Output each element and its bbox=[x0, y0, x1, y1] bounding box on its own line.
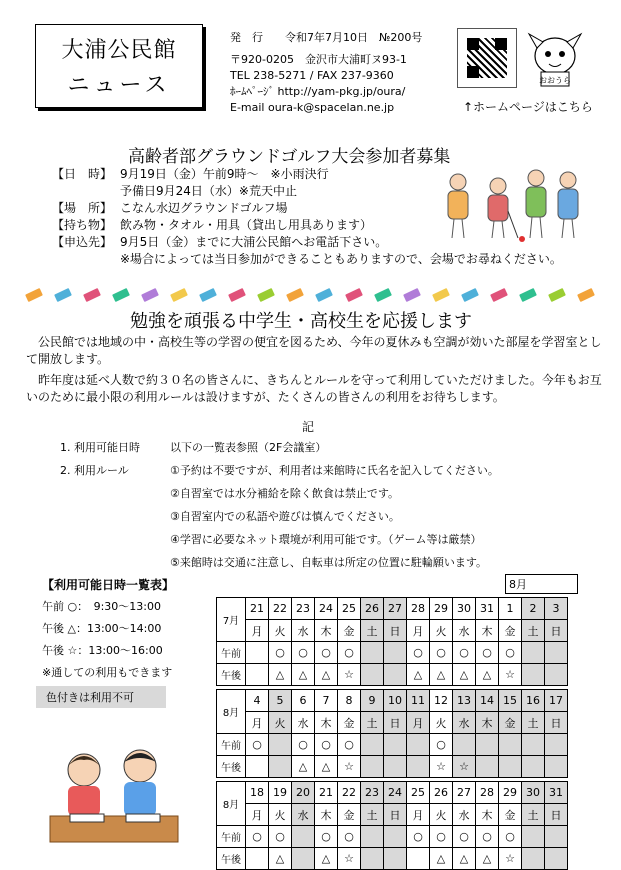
am-slot: ○ bbox=[246, 734, 269, 756]
weekday-cell: 木 bbox=[476, 804, 499, 826]
pm-slot: △ bbox=[453, 848, 476, 870]
event-row-label bbox=[52, 251, 120, 268]
day-cell: 17 bbox=[545, 690, 568, 712]
am-slot bbox=[522, 734, 545, 756]
day-cell: 24 bbox=[384, 782, 407, 804]
am-slot: ○ bbox=[499, 826, 522, 848]
pm-slot: △ bbox=[269, 664, 292, 686]
pencil-icon bbox=[432, 288, 450, 302]
event-row-value: ※場合によっては当日参加ができることもありますので、会場でお尋ねください。 bbox=[120, 252, 562, 266]
am-row bbox=[217, 642, 568, 664]
am-label: 午前 bbox=[217, 826, 246, 848]
weekday-cell: 火 bbox=[269, 712, 292, 734]
pm-slot bbox=[476, 756, 499, 778]
pm-slot: ☆ bbox=[430, 756, 453, 778]
day-cell: 22 bbox=[269, 598, 292, 620]
schedule-legend bbox=[42, 598, 172, 686]
weekday-cell: 月 bbox=[407, 620, 430, 642]
homepage-note: ↑ホームページはこちら bbox=[463, 100, 593, 114]
am-slot: ○ bbox=[338, 826, 361, 848]
weekday-cell: 月 bbox=[407, 712, 430, 734]
day-cell: 4 bbox=[246, 690, 269, 712]
newsletter-subtitle: ニュース bbox=[67, 73, 171, 98]
day-cell: 6 bbox=[292, 690, 315, 712]
weekday-cell: 水 bbox=[292, 712, 315, 734]
am-slot bbox=[453, 734, 476, 756]
unavailable-note: 色付きは利用不可 bbox=[36, 686, 166, 708]
am-label: 午前 bbox=[217, 734, 246, 756]
pm-slot: ☆ bbox=[499, 664, 522, 686]
am-slot bbox=[545, 734, 568, 756]
day-cell: 29 bbox=[499, 782, 522, 804]
pm-label: 午後 bbox=[217, 848, 246, 870]
pencil-icon bbox=[316, 288, 334, 302]
pencil-icon bbox=[403, 288, 421, 302]
event-row-label: 【持ち物】 bbox=[52, 218, 113, 232]
month-label: 8月 bbox=[217, 690, 246, 734]
pm-slot: △ bbox=[430, 664, 453, 686]
weekday-cell: 月 bbox=[246, 712, 269, 734]
pm-slot bbox=[361, 756, 384, 778]
pm-slot: ☆ bbox=[338, 756, 361, 778]
homepage-url[interactable]: ﾎｰﾑﾍﾟｰｼﾞ http://yam-pkg.jp/oura/ bbox=[230, 85, 406, 98]
pencil-icon bbox=[519, 288, 537, 302]
pencil-icon bbox=[228, 288, 246, 302]
day-cell: 11 bbox=[407, 690, 430, 712]
am-slot: ○ bbox=[315, 826, 338, 848]
am-slot bbox=[545, 826, 568, 848]
legend-item: ※通しての利用もできます bbox=[42, 666, 173, 679]
pm-row bbox=[217, 848, 568, 870]
pm-row bbox=[217, 756, 568, 778]
pm-slot: △ bbox=[315, 848, 338, 870]
newsletter-title-box bbox=[35, 24, 203, 108]
am-slot: ○ bbox=[292, 642, 315, 664]
day-cell: 21 bbox=[315, 782, 338, 804]
legend-item: 午前 ○： 9:30～13:00 bbox=[42, 600, 161, 613]
am-slot bbox=[545, 642, 568, 664]
month-label: 7月 bbox=[217, 598, 246, 642]
pm-slot bbox=[246, 848, 269, 870]
pm-slot: △ bbox=[292, 756, 315, 778]
day-cell: 20 bbox=[292, 782, 315, 804]
day-row bbox=[217, 598, 568, 620]
pm-slot bbox=[246, 756, 269, 778]
study-paragraph-1: 公民館では地域の中・高校生等の学習の便宜を図るため、今年の夏休みも空調が効いた部屋を学習室として開放します。 bbox=[26, 335, 602, 366]
pm-slot: ☆ bbox=[338, 848, 361, 870]
rules-label: 2. 利用ルール bbox=[60, 464, 129, 477]
weekday-cell: 土 bbox=[361, 712, 384, 734]
am-slot: ○ bbox=[315, 734, 338, 756]
weekday-cell: 日 bbox=[545, 620, 568, 642]
pm-slot: ☆ bbox=[338, 664, 361, 686]
am-slot: ○ bbox=[476, 826, 499, 848]
pm-label: 午後 bbox=[217, 756, 246, 778]
day-cell: 2 bbox=[522, 598, 545, 620]
pm-slot bbox=[522, 848, 545, 870]
pencil-icon bbox=[577, 288, 595, 302]
am-slot bbox=[361, 642, 384, 664]
weekday-row bbox=[217, 712, 568, 734]
am-slot: ○ bbox=[338, 642, 361, 664]
day-cell: 25 bbox=[407, 782, 430, 804]
am-slot: ○ bbox=[338, 734, 361, 756]
day-cell: 28 bbox=[476, 782, 499, 804]
weekday-cell: 水 bbox=[292, 804, 315, 826]
day-cell: 30 bbox=[522, 782, 545, 804]
weekday-cell: 土 bbox=[361, 804, 384, 826]
day-cell: 19 bbox=[269, 782, 292, 804]
month-label: 8月 bbox=[217, 782, 246, 826]
weekday-cell: 金 bbox=[499, 620, 522, 642]
qr-code-icon[interactable] bbox=[457, 28, 517, 88]
weekday-cell: 日 bbox=[384, 804, 407, 826]
pencil-icon bbox=[461, 288, 479, 302]
weekday-cell: 木 bbox=[315, 620, 338, 642]
weekday-row bbox=[217, 804, 568, 826]
mascot-icon bbox=[525, 26, 585, 94]
weekday-cell: 金 bbox=[338, 620, 361, 642]
weekday-cell: 土 bbox=[522, 712, 545, 734]
availability-calendar bbox=[216, 597, 568, 870]
am-slot bbox=[384, 826, 407, 848]
weekday-cell: 日 bbox=[545, 804, 568, 826]
event-row-value: 9月5日（金）までに大浦公民館へお電話下さい。 bbox=[120, 235, 388, 249]
am-slot: ○ bbox=[476, 642, 499, 664]
weekday-cell: 水 bbox=[453, 620, 476, 642]
event-row bbox=[52, 251, 562, 268]
am-slot bbox=[476, 734, 499, 756]
event-row-label: 【場 所】 bbox=[52, 201, 113, 215]
weekday-row bbox=[217, 620, 568, 642]
day-cell: 25 bbox=[338, 598, 361, 620]
postal-address: 〒920-0205 金沢市大浦町ヌ93-1 bbox=[230, 53, 407, 66]
am-slot: ○ bbox=[453, 826, 476, 848]
pencil-icon bbox=[199, 288, 217, 302]
event-row-value: 飲み物・タオル・用具（貸出し用具あります） bbox=[120, 218, 373, 232]
event-row-value: 9月19日（金）午前9時～ ※小雨決行 bbox=[120, 167, 329, 181]
day-cell: 27 bbox=[453, 782, 476, 804]
pencil-icon bbox=[490, 288, 508, 302]
pm-slot bbox=[361, 664, 384, 686]
pm-slot: ☆ bbox=[453, 756, 476, 778]
pm-slot bbox=[407, 756, 430, 778]
am-slot bbox=[384, 642, 407, 664]
pencil-icon bbox=[286, 288, 304, 302]
am-slot bbox=[499, 734, 522, 756]
am-slot: ○ bbox=[292, 734, 315, 756]
pencil-icon bbox=[548, 288, 566, 302]
weekday-cell: 木 bbox=[476, 620, 499, 642]
am-slot bbox=[292, 826, 315, 848]
weekday-cell: 日 bbox=[384, 712, 407, 734]
weekday-cell: 土 bbox=[522, 804, 545, 826]
weekday-cell: 土 bbox=[361, 620, 384, 642]
rules-list bbox=[170, 462, 499, 577]
issue-info: 発 行 令和7年7月10日 №200号 bbox=[230, 31, 423, 44]
day-row bbox=[217, 690, 568, 712]
pm-slot bbox=[384, 756, 407, 778]
pm-slot: △ bbox=[292, 664, 315, 686]
pm-slot: △ bbox=[453, 664, 476, 686]
weekday-cell: 金 bbox=[499, 712, 522, 734]
am-slot bbox=[522, 642, 545, 664]
pencil-icon bbox=[345, 288, 363, 302]
day-cell: 23 bbox=[361, 782, 384, 804]
am-slot: ○ bbox=[315, 642, 338, 664]
pm-slot: △ bbox=[269, 848, 292, 870]
pencil-icon bbox=[54, 288, 72, 302]
pm-slot bbox=[269, 756, 292, 778]
day-cell: 16 bbox=[522, 690, 545, 712]
pm-slot bbox=[499, 756, 522, 778]
pencil-icon bbox=[141, 288, 159, 302]
pm-slot: △ bbox=[476, 848, 499, 870]
legend-item: 午後 ☆：13:00～16:00 bbox=[42, 644, 163, 657]
am-slot: ○ bbox=[269, 826, 292, 848]
pencil-icon bbox=[25, 288, 43, 302]
am-slot bbox=[246, 642, 269, 664]
day-cell: 18 bbox=[246, 782, 269, 804]
am-slot bbox=[361, 734, 384, 756]
day-cell: 14 bbox=[476, 690, 499, 712]
pencil-icon bbox=[257, 288, 275, 302]
pm-slot bbox=[384, 664, 407, 686]
pm-slot bbox=[407, 848, 430, 870]
am-slot: ○ bbox=[407, 826, 430, 848]
am-slot bbox=[407, 734, 430, 756]
rule-item: ③自習室内での私語や遊びは慎んでください。 bbox=[170, 510, 400, 523]
day-cell: 15 bbox=[499, 690, 522, 712]
am-slot bbox=[384, 734, 407, 756]
pm-slot: △ bbox=[476, 664, 499, 686]
day-cell: 3 bbox=[545, 598, 568, 620]
weekday-cell: 月 bbox=[407, 804, 430, 826]
pencil-divider bbox=[26, 291, 594, 303]
event-row-value: 予備日9月24日（水）※荒天中止 bbox=[120, 184, 297, 198]
day-cell: 27 bbox=[384, 598, 407, 620]
legend-item: 午後 △：13:00～14:00 bbox=[42, 622, 162, 635]
pm-slot bbox=[384, 848, 407, 870]
pm-slot bbox=[246, 664, 269, 686]
pm-slot: △ bbox=[407, 664, 430, 686]
day-cell: 26 bbox=[430, 782, 453, 804]
pencil-icon bbox=[83, 288, 101, 302]
pencil-icon bbox=[112, 288, 130, 302]
weekday-cell: 月 bbox=[246, 804, 269, 826]
seniors-golf-illustration bbox=[418, 166, 588, 244]
pm-slot bbox=[292, 848, 315, 870]
weekday-cell: 火 bbox=[430, 620, 453, 642]
day-cell: 7 bbox=[315, 690, 338, 712]
am-row bbox=[217, 734, 568, 756]
day-cell: 21 bbox=[246, 598, 269, 620]
availability-label: 1. 利用可能日時 bbox=[60, 441, 140, 454]
day-cell: 10 bbox=[384, 690, 407, 712]
students-studying-illustration bbox=[40, 742, 182, 846]
am-row bbox=[217, 826, 568, 848]
rule-item: ①予約は不要ですが、利用者は来館時に氏名を記入してください。 bbox=[170, 464, 499, 477]
pm-row bbox=[217, 664, 568, 686]
pm-slot bbox=[522, 664, 545, 686]
weekday-cell: 水 bbox=[453, 804, 476, 826]
ki-label: 記 bbox=[302, 420, 315, 434]
pm-slot: ☆ bbox=[499, 848, 522, 870]
august-header: 8月 bbox=[505, 574, 578, 594]
day-cell: 28 bbox=[407, 598, 430, 620]
email-address[interactable]: E-mail oura-k@spacelan.ne.jp bbox=[230, 101, 395, 114]
pm-slot: △ bbox=[315, 664, 338, 686]
newsletter-title: 大浦公民館 bbox=[61, 38, 177, 63]
pm-slot bbox=[545, 848, 568, 870]
pm-slot: △ bbox=[315, 756, 338, 778]
day-cell: 5 bbox=[269, 690, 292, 712]
event-row-label: 【申込先】 bbox=[52, 235, 113, 249]
event-row-value: こなん水辺グラウンドゴルフ場 bbox=[120, 201, 288, 215]
pencil-icon bbox=[374, 288, 392, 302]
pm-slot: △ bbox=[430, 848, 453, 870]
am-slot: ○ bbox=[269, 642, 292, 664]
day-cell: 9 bbox=[361, 690, 384, 712]
weekday-cell: 金 bbox=[338, 712, 361, 734]
weekday-cell: 金 bbox=[499, 804, 522, 826]
weekday-cell: 水 bbox=[453, 712, 476, 734]
event-row-label: 【日 時】 bbox=[52, 167, 113, 181]
am-slot: ○ bbox=[246, 826, 269, 848]
day-cell: 29 bbox=[430, 598, 453, 620]
am-slot: ○ bbox=[453, 642, 476, 664]
pm-slot bbox=[522, 756, 545, 778]
weekday-cell: 木 bbox=[315, 712, 338, 734]
am-slot bbox=[361, 826, 384, 848]
rule-item: ②自習室では水分補給を除く飲食は禁止です。 bbox=[170, 487, 399, 500]
am-slot bbox=[269, 734, 292, 756]
pencil-icon bbox=[170, 288, 188, 302]
weekday-cell: 火 bbox=[430, 712, 453, 734]
svg-text:おおうら: おおうら bbox=[539, 76, 571, 85]
day-cell: 26 bbox=[361, 598, 384, 620]
am-slot bbox=[522, 826, 545, 848]
am-slot: ○ bbox=[430, 734, 453, 756]
day-cell: 8 bbox=[338, 690, 361, 712]
pm-slot bbox=[361, 848, 384, 870]
phone-fax: TEL 238-5271 / FAX 237-9360 bbox=[230, 69, 394, 82]
weekday-cell: 金 bbox=[338, 804, 361, 826]
day-cell: 30 bbox=[453, 598, 476, 620]
schedule-title: 【利用可能日時一覧表】 bbox=[42, 578, 175, 592]
weekday-cell: 土 bbox=[522, 620, 545, 642]
weekday-cell: 火 bbox=[430, 804, 453, 826]
weekday-cell: 日 bbox=[384, 620, 407, 642]
study-title: 勉強を頑張る中学生・高校生を応援します bbox=[130, 311, 472, 332]
weekday-cell: 火 bbox=[269, 620, 292, 642]
day-cell: 13 bbox=[453, 690, 476, 712]
availability-value: 以下の一覧表参照（2F会議室） bbox=[170, 441, 327, 454]
weekday-cell: 日 bbox=[545, 712, 568, 734]
event-title: 高齢者部グラウンドゴルフ大会参加者募集 bbox=[128, 147, 451, 167]
weekday-cell: 火 bbox=[269, 804, 292, 826]
weekday-cell: 水 bbox=[292, 620, 315, 642]
rule-item: ④学習に必要なネット環境が利用可能です。（ゲーム等は厳禁） bbox=[170, 533, 482, 546]
day-cell: 1 bbox=[499, 598, 522, 620]
pm-slot bbox=[545, 664, 568, 686]
day-cell: 22 bbox=[338, 782, 361, 804]
pm-label: 午後 bbox=[217, 664, 246, 686]
pm-slot bbox=[545, 756, 568, 778]
study-paragraph-2: 昨年度は延べ人数で約３０名の皆さんに、きちんとルールを守って利用していただけました。今年もお互いのために最小限の利用ルールは設けますが、たくさんの皆さんの利用をお待ちします。 bbox=[26, 373, 602, 404]
day-row bbox=[217, 782, 568, 804]
day-cell: 24 bbox=[315, 598, 338, 620]
weekday-cell: 木 bbox=[315, 804, 338, 826]
weekday-cell: 月 bbox=[246, 620, 269, 642]
am-slot: ○ bbox=[407, 642, 430, 664]
am-slot: ○ bbox=[499, 642, 522, 664]
event-row-label bbox=[52, 183, 120, 200]
day-cell: 31 bbox=[545, 782, 568, 804]
am-slot: ○ bbox=[430, 826, 453, 848]
am-label: 午前 bbox=[217, 642, 246, 664]
weekday-cell: 木 bbox=[476, 712, 499, 734]
am-slot: ○ bbox=[430, 642, 453, 664]
day-cell: 12 bbox=[430, 690, 453, 712]
day-cell: 23 bbox=[292, 598, 315, 620]
day-cell: 31 bbox=[476, 598, 499, 620]
rule-item: ⑤来館時は交通に注意し、自転車は所定の位置に駐輪願います。 bbox=[170, 556, 487, 569]
